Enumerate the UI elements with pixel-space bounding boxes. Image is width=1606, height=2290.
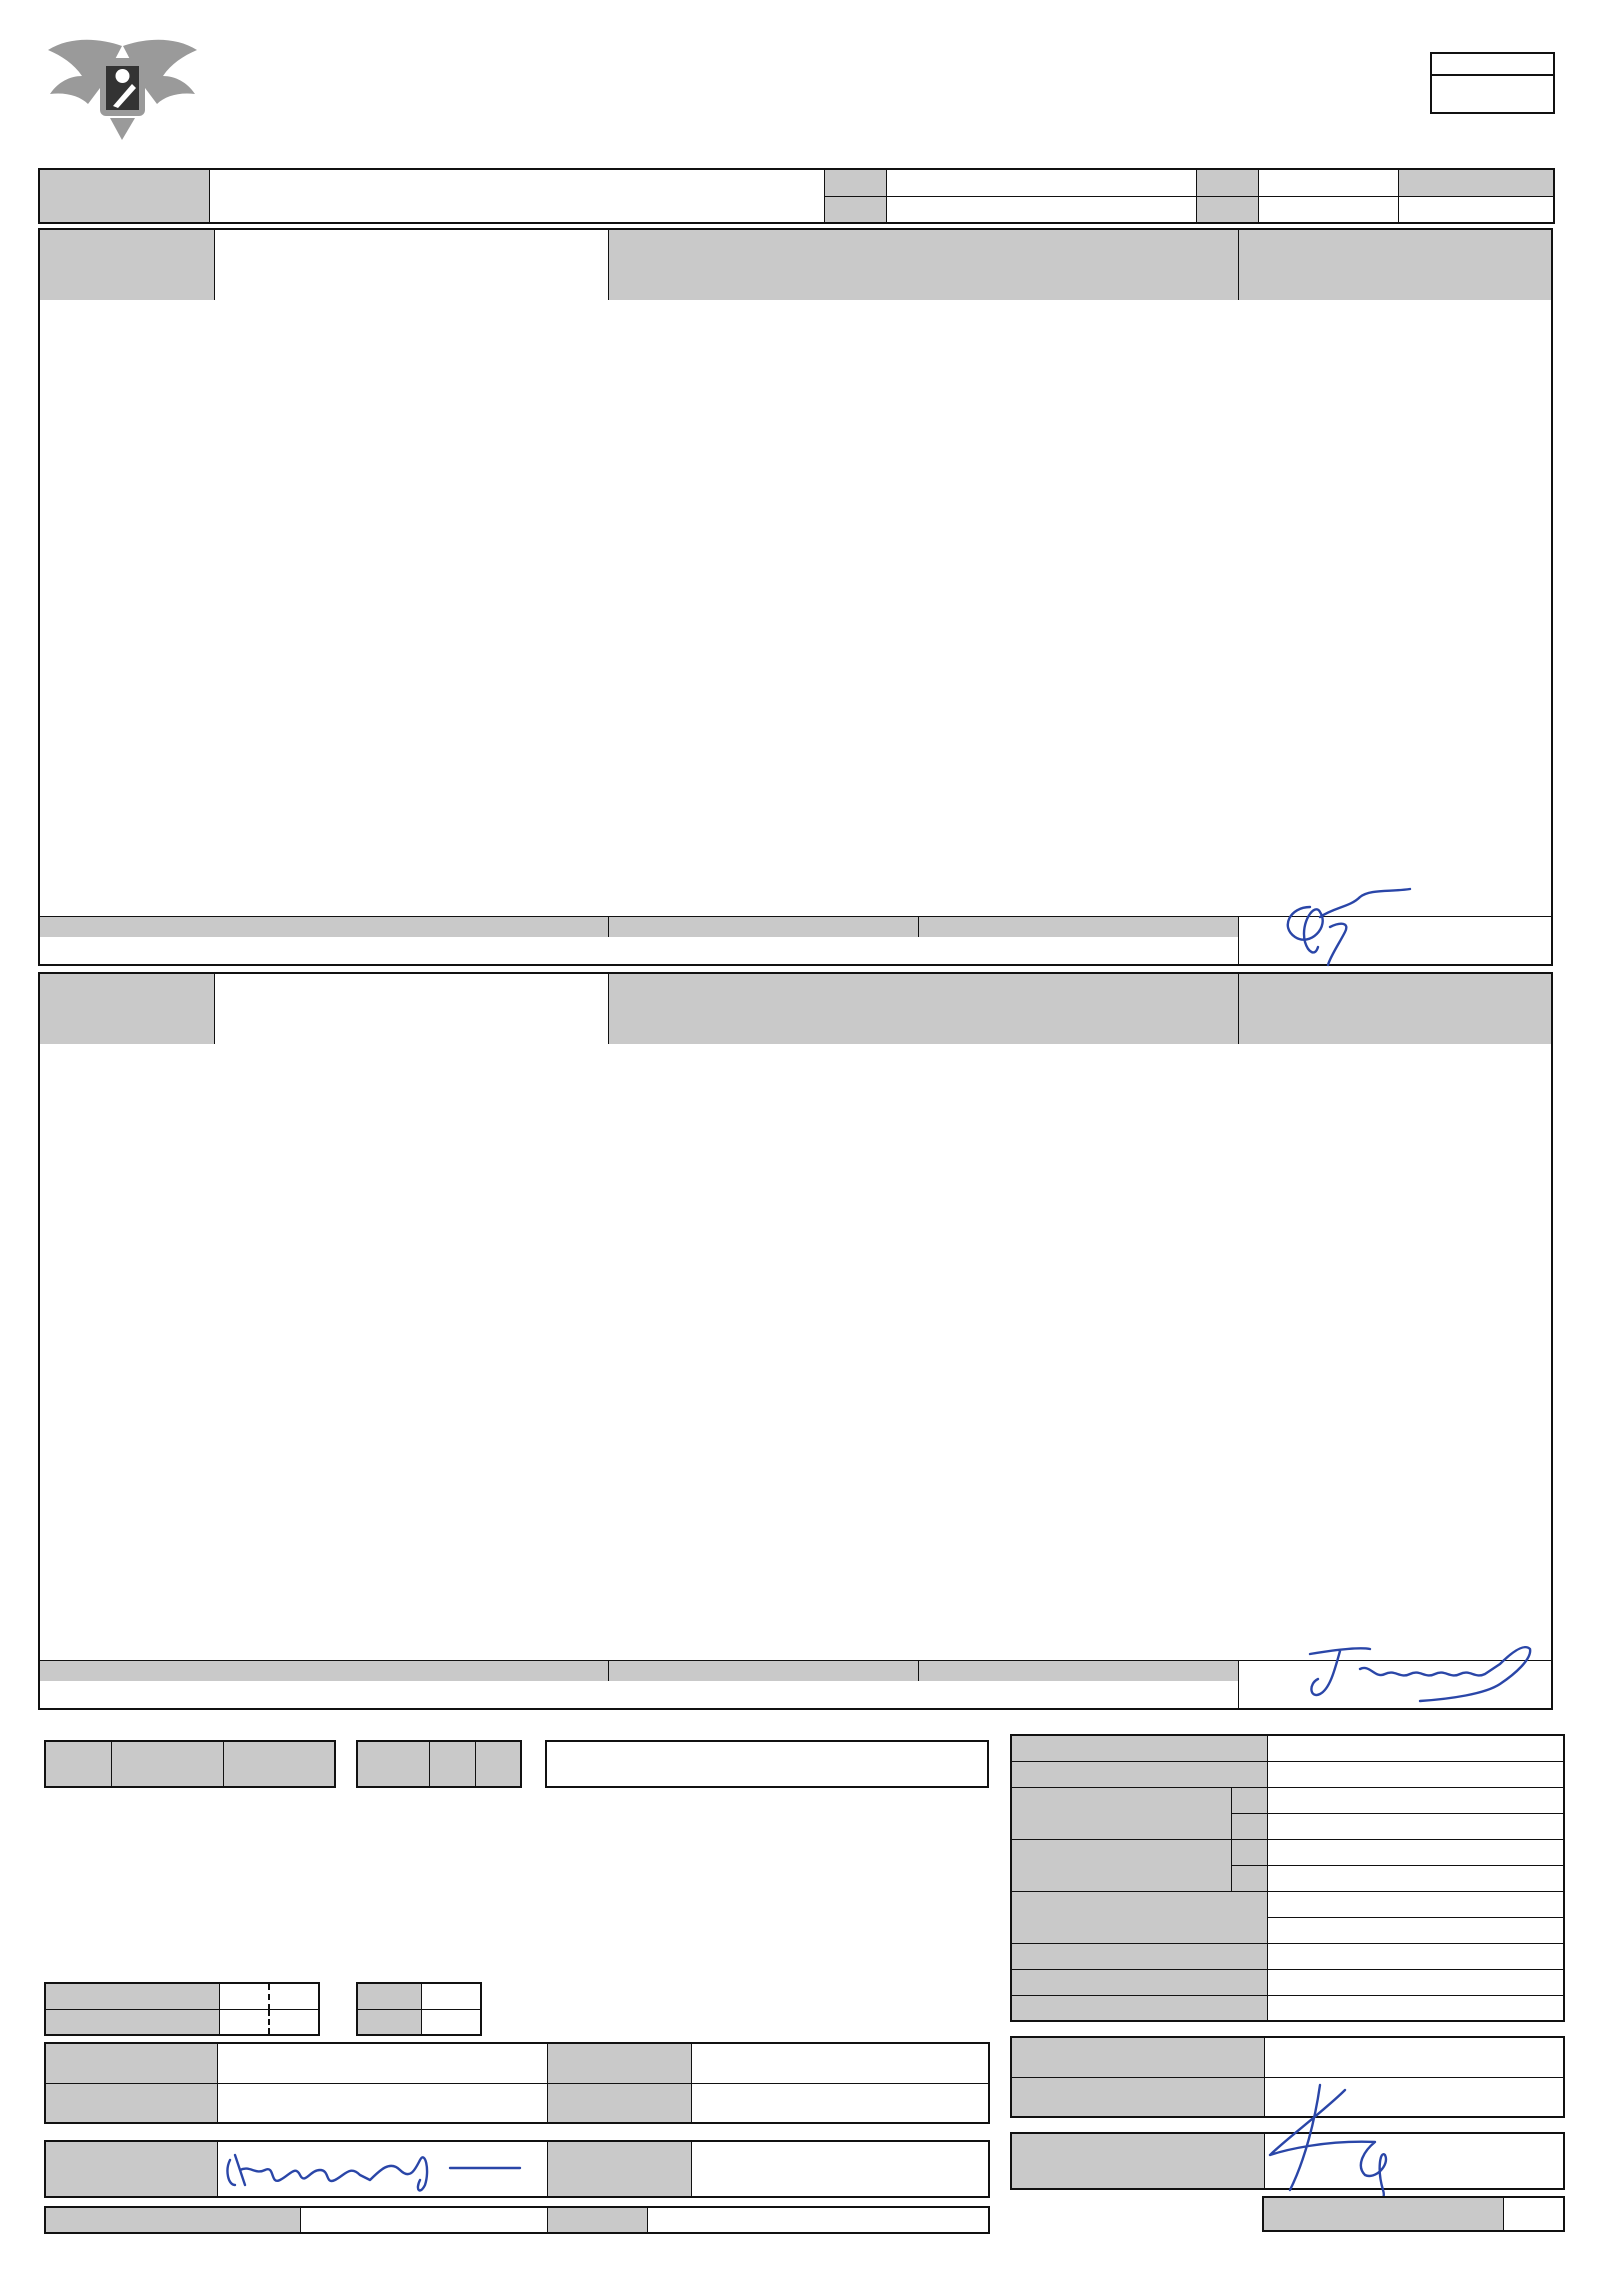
reserve-line-label	[1011, 1969, 1267, 1995]
match-start-minutes	[269, 1983, 319, 2009]
shootout-header	[546, 1741, 988, 1787]
sign-main-2	[691, 2141, 989, 2197]
video-judge-label	[1011, 1995, 1267, 2021]
penbox-a-value	[1267, 1787, 1564, 1813]
team-b-name-cell	[215, 974, 608, 1044]
time-value	[1258, 196, 1398, 223]
timeout-b-value	[421, 2009, 481, 2035]
match-start-hours	[219, 1983, 269, 2009]
periods-col-goals	[111, 1741, 223, 1787]
team-b-coach-signature	[1300, 1639, 1540, 1714]
secretary-signature	[1265, 2080, 1465, 2215]
registrar-a-tag	[1231, 1839, 1267, 1865]
sign-main-2-label	[547, 2141, 691, 2197]
team-b-label-cell	[40, 974, 215, 1044]
team-a-name-cell	[215, 230, 608, 300]
penbox-b-value	[1267, 1813, 1564, 1839]
informer-label	[1011, 1761, 1267, 1787]
goal-judge-1	[1267, 1891, 1564, 1917]
chief-sign-label	[547, 2207, 647, 2233]
registrar-b-tag	[1231, 1865, 1267, 1891]
goalies-col-b	[475, 1741, 521, 1787]
team-a-goals-header	[608, 230, 1238, 300]
team-b-coaches	[40, 1660, 1551, 1708]
main-referee-2	[217, 2083, 547, 2123]
inspector-label	[1011, 2037, 1264, 2077]
team-a-coaches	[40, 916, 1551, 964]
arena-label	[824, 196, 886, 223]
timekeeper-value	[1267, 1735, 1564, 1761]
linesman-2-label	[547, 2083, 691, 2123]
team-a-pen-header	[1238, 230, 1551, 300]
penbox-b-tag	[1231, 1813, 1267, 1839]
sign-secretary-label	[1011, 2133, 1264, 2189]
goalies-col-a	[429, 1741, 475, 1787]
chief-referee-label	[45, 2207, 300, 2233]
penbox-label	[1011, 1787, 1231, 1839]
goal-judges-label	[1011, 1891, 1267, 1943]
periods-col-period	[45, 1741, 111, 1787]
registrar-a-value	[1267, 1839, 1564, 1865]
main-referee-1	[217, 2043, 547, 2083]
logo	[40, 28, 205, 153]
referees-brigade-table	[1010, 1734, 1565, 2022]
match-end-label	[45, 2009, 219, 2035]
remarks-table	[1262, 2196, 1565, 2232]
date-value	[1258, 169, 1398, 196]
city-value	[886, 169, 1196, 196]
secretary-label	[1011, 2077, 1264, 2117]
main-referee-2-label	[45, 2083, 217, 2123]
inspector-value	[1264, 2037, 1564, 2077]
chief-sign-value	[647, 2207, 989, 2233]
spectators-value	[1398, 196, 1554, 223]
timeout-b-label	[357, 2009, 421, 2035]
remarks-label	[1263, 2197, 1503, 2231]
team-a-section	[38, 228, 1553, 966]
date-label	[1196, 169, 1258, 196]
periods-col-pen	[223, 1741, 335, 1787]
chief-table	[44, 2206, 990, 2234]
competition-value	[209, 169, 824, 223]
periods-table	[44, 1740, 336, 1788]
timekeeper-label	[1011, 1735, 1267, 1761]
linesman-1-label	[547, 2043, 691, 2083]
match-no-value	[1431, 75, 1554, 113]
competition-label	[39, 169, 209, 223]
match-end-hours	[219, 2009, 269, 2035]
shootout-table	[545, 1740, 989, 1788]
linesman-2	[691, 2083, 989, 2123]
team-a-coach-signature	[1260, 887, 1420, 972]
registrar-b-value	[1267, 1865, 1564, 1891]
spectators-label	[1398, 169, 1554, 196]
goalies-col-time	[357, 1741, 429, 1787]
penbox-a-tag	[1231, 1787, 1267, 1813]
arena-value	[886, 196, 1196, 223]
informer-value	[1267, 1761, 1564, 1787]
match-number-box	[1430, 52, 1555, 114]
team-b-pen-header	[1238, 974, 1551, 1044]
reserve-main-label	[1011, 1943, 1267, 1969]
team-b-section	[38, 972, 1553, 1710]
main-referees-table	[44, 2042, 990, 2124]
video-judge-value	[1267, 1995, 1564, 2021]
match-info	[38, 168, 1555, 224]
goalies-table	[356, 1740, 522, 1788]
registrar-label	[1011, 1839, 1231, 1891]
chief-referee-value	[300, 2207, 547, 2233]
match-end-minutes	[269, 2009, 319, 2035]
linesman-1	[691, 2043, 989, 2083]
main-referee-signature	[220, 2140, 540, 2205]
timeout-a-value	[421, 1983, 481, 2009]
sign-main-1-label	[45, 2141, 217, 2197]
match-no-label	[1431, 53, 1554, 75]
team-b-goals-header	[608, 974, 1238, 1044]
time-label	[1196, 196, 1258, 223]
timeout-table	[356, 1982, 482, 2036]
team-a-label-cell	[40, 230, 215, 300]
match-time-table	[44, 1982, 320, 2036]
reserve-line-value	[1267, 1969, 1564, 1995]
remarks-value	[1503, 2197, 1564, 2231]
main-referee-1-label	[45, 2043, 217, 2083]
reserve-main-value	[1267, 1943, 1564, 1969]
match-start-label	[45, 1983, 219, 2009]
timeout-a-label	[357, 1983, 421, 2009]
goal-judge-2	[1267, 1917, 1564, 1943]
city-label	[824, 169, 886, 196]
